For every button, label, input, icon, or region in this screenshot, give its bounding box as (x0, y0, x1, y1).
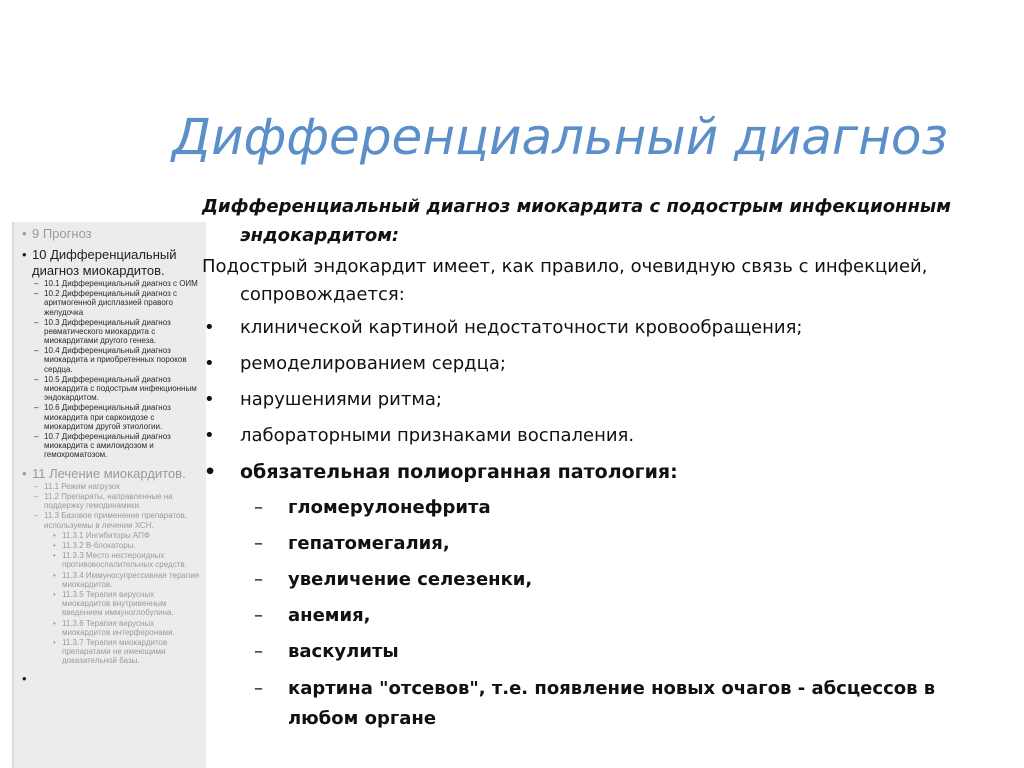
outline-bullet: – (34, 431, 39, 441)
outline-text: 10 Дифференциальный диагноз миокардитов. (32, 247, 177, 278)
dash-text: васкулиты (288, 641, 399, 663)
outline-subsubsection[interactable] (22, 551, 200, 569)
outline-text: 11.3.6 Терапия вирусных миокардитов интерферонами. (62, 618, 175, 637)
outline-bullet: • (53, 530, 56, 540)
outline-section[interactable] (22, 466, 200, 481)
outline-text: 11.3 Базовое применение препаратов, используемы в лечении ХСН. (44, 511, 187, 530)
outline-bullet: – (34, 346, 39, 356)
outline-subsection[interactable] (22, 403, 200, 431)
outline-bullet: – (34, 374, 39, 384)
outline-text: 10.7 Дифференциальный диагноз миокардита с амилоидозом и гемохроматозом. (44, 431, 171, 460)
outline-text: 10.6 Дифференциальный диагноз миокардита при саркоидозе с миокардитом другой этиологии. (44, 403, 171, 431)
bullet-item-bold (202, 454, 1002, 490)
outline-subsubsection[interactable] (22, 590, 200, 618)
bullet-marker: • (204, 389, 215, 411)
bullet-text: лабораторными признаками воспаления. (240, 425, 635, 447)
outline-bullet: • (53, 589, 56, 599)
dash-marker: – (254, 678, 263, 700)
dash-item (202, 562, 1002, 598)
outline-subsection[interactable] (22, 482, 200, 491)
outline-bullet: – (34, 403, 39, 413)
outline-subsection[interactable] (22, 432, 200, 460)
bullet-item (202, 346, 1002, 382)
dash-marker: – (254, 641, 263, 663)
dash-text: гепатомегалия, (288, 533, 450, 555)
outline-text: 11.3.4 Иммуносупрессивная терапия миокардитов. (62, 570, 200, 589)
outline-text: 11.3.5 Терапия вирусных миокардитов внутривенным введением иммуноглобулина. (62, 589, 174, 618)
outline-bullet: • (53, 551, 56, 561)
bullet-marker: • (204, 461, 217, 484)
outline-text: 11.1 Режим нагрузок (44, 481, 120, 491)
outline-bullet: – (34, 492, 39, 502)
outline-bullet: • (22, 465, 27, 481)
outline-bullet: • (53, 541, 56, 550)
outline-bullet: – (34, 511, 39, 521)
dash-item (202, 598, 1002, 634)
outline-section[interactable] (22, 226, 200, 241)
outline-subsection[interactable] (22, 279, 200, 288)
outline-text: 11.3.3 Место нестероидных противовоспалительных средств. (62, 551, 187, 570)
outline-text: 11.3.2 В-блокаторы. (62, 541, 136, 550)
outline-bullet: – (34, 289, 39, 299)
bullet-text: клинической картиной недостаточности кровообращения; (240, 317, 803, 339)
dash-text: картина "отсевов", т.е. появление новых очагов - абсцессов в любом органе (288, 678, 936, 730)
outline-text: 10.4 Дифференциальный диагноз миокардита и приобретенных пороков сердца. (44, 346, 187, 374)
dash-text: увеличение селезенки, (288, 569, 533, 591)
outline-text: 9 Прогноз (32, 226, 92, 241)
dash-item (202, 634, 1002, 670)
outline-subsubsection[interactable] (22, 531, 200, 540)
slide-body (202, 193, 1002, 734)
outline-text: 11.3.7 Терапия миокардитов препаратами не имеющими доказательной базы. (62, 637, 168, 666)
bullet-item (202, 418, 1002, 454)
dash-item (202, 670, 1002, 734)
dash-text: анемия, (288, 605, 371, 627)
outline-text: 11.2 Препараты, направленные на поддержку гемодинамики. (44, 492, 173, 511)
outline-text: 10.2 Дифференциальный диагноз с аритмогенной дисплазией правого желудочка (44, 289, 177, 317)
dash-item (202, 490, 1002, 526)
outline-subsection[interactable] (22, 289, 200, 317)
outline-subsubsection[interactable] (22, 541, 200, 550)
outline-text: 10.1 Дифференциальный диагноз с ОИМ (44, 278, 198, 288)
dash-marker: – (254, 569, 263, 591)
outline-bullet: • (22, 226, 27, 241)
outline-text: 10.3 Дифференциальный диагноз ревматического миокардита с миокардитами другого генеза. (44, 317, 171, 346)
body-heading: Дифференциальный диагноз миокардита с подострым инфекционным эндокардитом: (202, 196, 951, 246)
body-intro: Подострый эндокардит имеет, как правило, очевидную связь с инфекцией, сопровождается: (202, 255, 928, 306)
outline-bullet: • (53, 570, 56, 580)
outline-bullet: – (34, 481, 39, 491)
outline-bullet: • (22, 247, 27, 263)
slide-title: Дифференциальный диагноз (172, 108, 949, 166)
outline-bullet: • (22, 671, 27, 687)
outline-text: 11 Лечение миокардитов. (32, 465, 186, 481)
outline-text: 11.3.1 Ингибиторы АПФ (62, 530, 150, 540)
bullet-text: обязательная полиорганная патология: (240, 461, 678, 484)
outline-subsubsection[interactable] (22, 571, 200, 589)
bullet-marker: • (204, 425, 215, 447)
dash-marker: – (254, 533, 263, 555)
outline-subsubsection[interactable] (22, 619, 200, 637)
outline-bullet: – (34, 278, 39, 288)
dash-item (202, 526, 1002, 562)
bullet-marker: • (204, 317, 215, 339)
outline-subsection[interactable] (22, 511, 200, 529)
dash-text: гломерулонефрита (288, 497, 491, 519)
outline-text: 10.5 Дифференциальный диагноз миокардита с подострым инфекционным эндокардитом. (44, 374, 197, 403)
outline-sidebar (12, 222, 206, 768)
bullet-text: нарушениями ритма; (240, 389, 442, 411)
outline-bullet: • (53, 637, 56, 647)
dash-marker: – (254, 497, 263, 519)
outline-section[interactable] (22, 247, 200, 278)
bullet-item (202, 382, 1002, 418)
outline-subsection[interactable] (22, 318, 200, 346)
outline-subsection[interactable] (22, 492, 200, 510)
dash-marker: – (254, 605, 263, 627)
bullet-marker: • (204, 353, 215, 375)
outline-bullet: • (53, 618, 56, 628)
outline-subsection[interactable] (22, 346, 200, 374)
bullet-item (202, 310, 1002, 346)
outline-subsubsection[interactable] (22, 638, 200, 666)
outline-subsection[interactable] (22, 375, 200, 403)
outline-bullet: – (34, 317, 39, 327)
bullet-text: ремоделированием сердца; (240, 353, 506, 375)
